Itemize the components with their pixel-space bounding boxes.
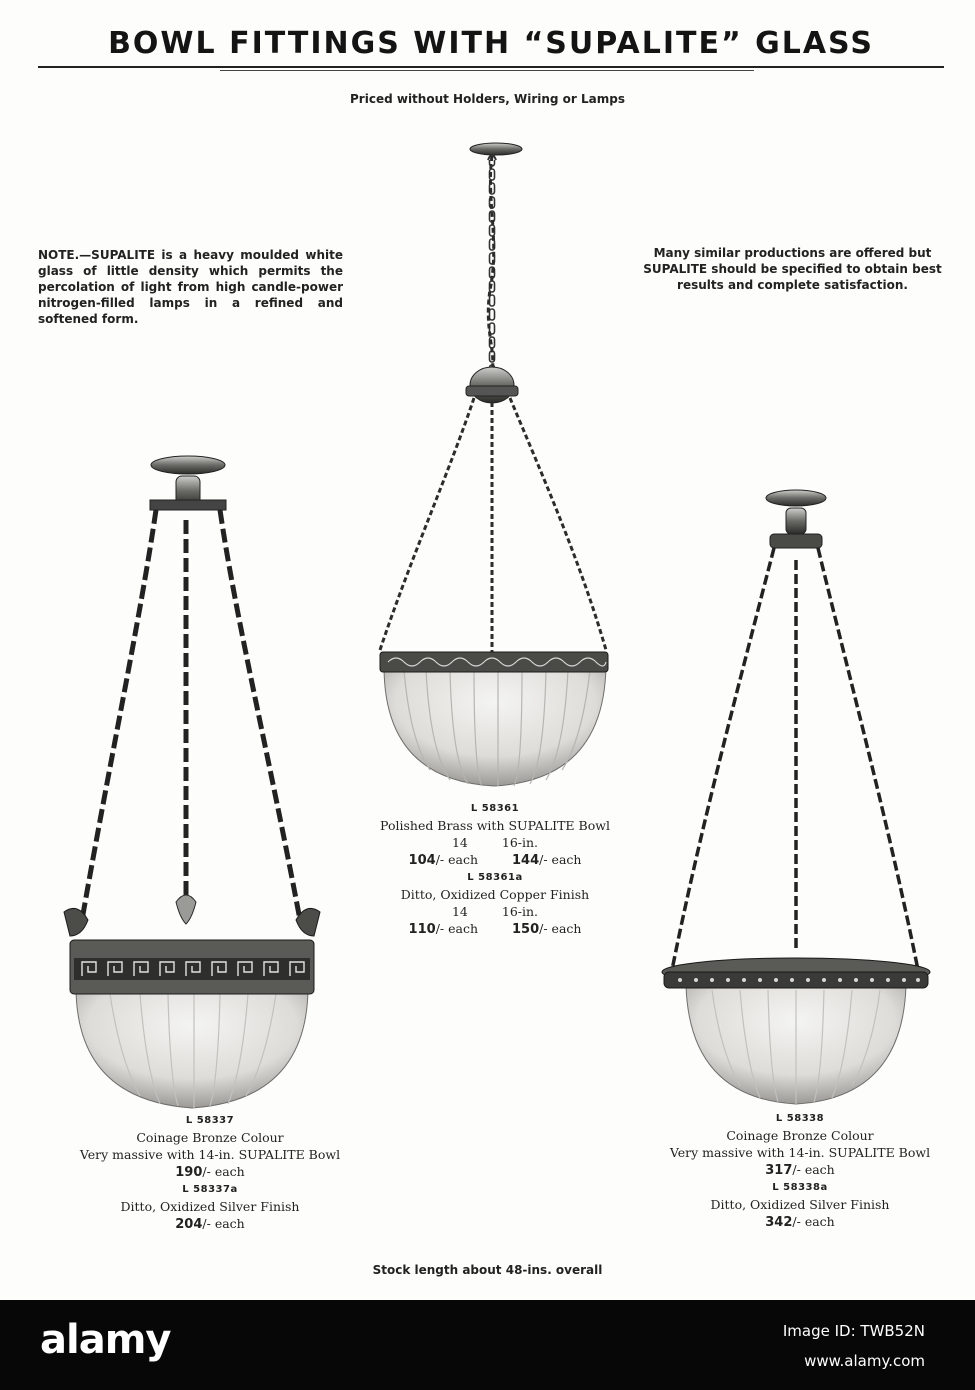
price-value: 110 xyxy=(408,922,436,937)
price-value: 190 xyxy=(175,1165,203,1180)
price-row xyxy=(330,920,660,938)
alt-product-code: L 58337a xyxy=(182,1184,238,1195)
size-row xyxy=(330,903,660,920)
alt-product-description: Ditto, Oxidized Silver Finish xyxy=(710,1197,890,1212)
price-suffix: /- each xyxy=(202,1216,245,1231)
price xyxy=(640,1161,960,1179)
center-product-caption xyxy=(330,800,660,938)
price-value: 150 xyxy=(512,922,540,937)
price xyxy=(409,851,478,869)
price-suffix: /- each xyxy=(539,921,582,936)
price xyxy=(512,851,581,869)
alt-product-description: Ditto, Oxidized Copper Finish xyxy=(400,887,590,902)
price xyxy=(60,1215,360,1233)
product-code: L 58361 xyxy=(470,803,520,814)
product-description: Very massive with 14-in. SUPALITE Bowl xyxy=(669,1145,931,1160)
center-lamp-illustration xyxy=(380,143,608,786)
price-suffix: /- each xyxy=(435,921,478,936)
price-suffix: /- each xyxy=(792,1214,835,1229)
left-lamp-illustration xyxy=(64,456,320,1108)
price-suffix: /- each xyxy=(202,1164,245,1179)
price-value: 104 xyxy=(408,853,436,868)
product-code: L 58337 xyxy=(185,1115,235,1126)
specification-note: Many similar productions are offered but SUPALITE should be specified to obtain best results and complete satisfaction. xyxy=(643,246,942,292)
alt-product-description: Ditto, Oxidized Silver Finish xyxy=(120,1199,300,1214)
stock-length-note: Stock length about 48-ins. overall xyxy=(372,1263,603,1277)
alamy-logo: alamy xyxy=(40,1317,171,1363)
image-id-label: Image ID: TWB52N xyxy=(782,1322,925,1340)
size-label: 14 xyxy=(451,835,468,850)
product-finish: Coinage Bronze Colour xyxy=(136,1130,284,1145)
page-subtitle: Priced without Holders, Wiring or Lamps xyxy=(350,92,625,106)
size-row xyxy=(330,834,660,851)
page-title: BOWL FITTINGS WITH “SUPALITE” GLASS xyxy=(108,26,874,61)
right-lamp-illustration xyxy=(662,490,930,1104)
price-suffix: /- each xyxy=(539,852,582,867)
product-description: Very massive with 14-in. SUPALITE Bowl xyxy=(79,1147,341,1162)
size-label: 16-in. xyxy=(501,904,539,919)
site-url: www.alamy.com xyxy=(804,1352,925,1370)
product-code: L 58338 xyxy=(775,1113,825,1124)
product-description: Polished Brass with SUPALITE Bowl xyxy=(380,818,610,833)
price-value: 204 xyxy=(175,1217,203,1232)
price-suffix: /- each xyxy=(435,852,478,867)
supalite-note: NOTE.—SUPALITE is a heavy moulded white glass of little density which permits the percolation of light from high candle-power nitrogen-filled lamps in a refined and softened form. xyxy=(38,248,343,326)
alt-product-code: L 58338a xyxy=(772,1182,828,1193)
price xyxy=(409,920,478,938)
price xyxy=(640,1213,960,1231)
alt-product-code: L 58361a xyxy=(467,872,523,883)
price xyxy=(60,1163,360,1181)
price-suffix: /- each xyxy=(792,1162,835,1177)
price-value: 317 xyxy=(765,1163,793,1178)
price-row xyxy=(330,851,660,869)
price xyxy=(512,920,581,938)
product-finish: Coinage Bronze Colour xyxy=(726,1128,874,1143)
left-product-caption xyxy=(60,1112,360,1233)
price-value: 342 xyxy=(765,1215,793,1230)
price-value: 144 xyxy=(512,853,540,868)
right-product-caption xyxy=(640,1110,960,1231)
size-label: 16-in. xyxy=(501,835,539,850)
size-label: 14 xyxy=(451,904,468,919)
